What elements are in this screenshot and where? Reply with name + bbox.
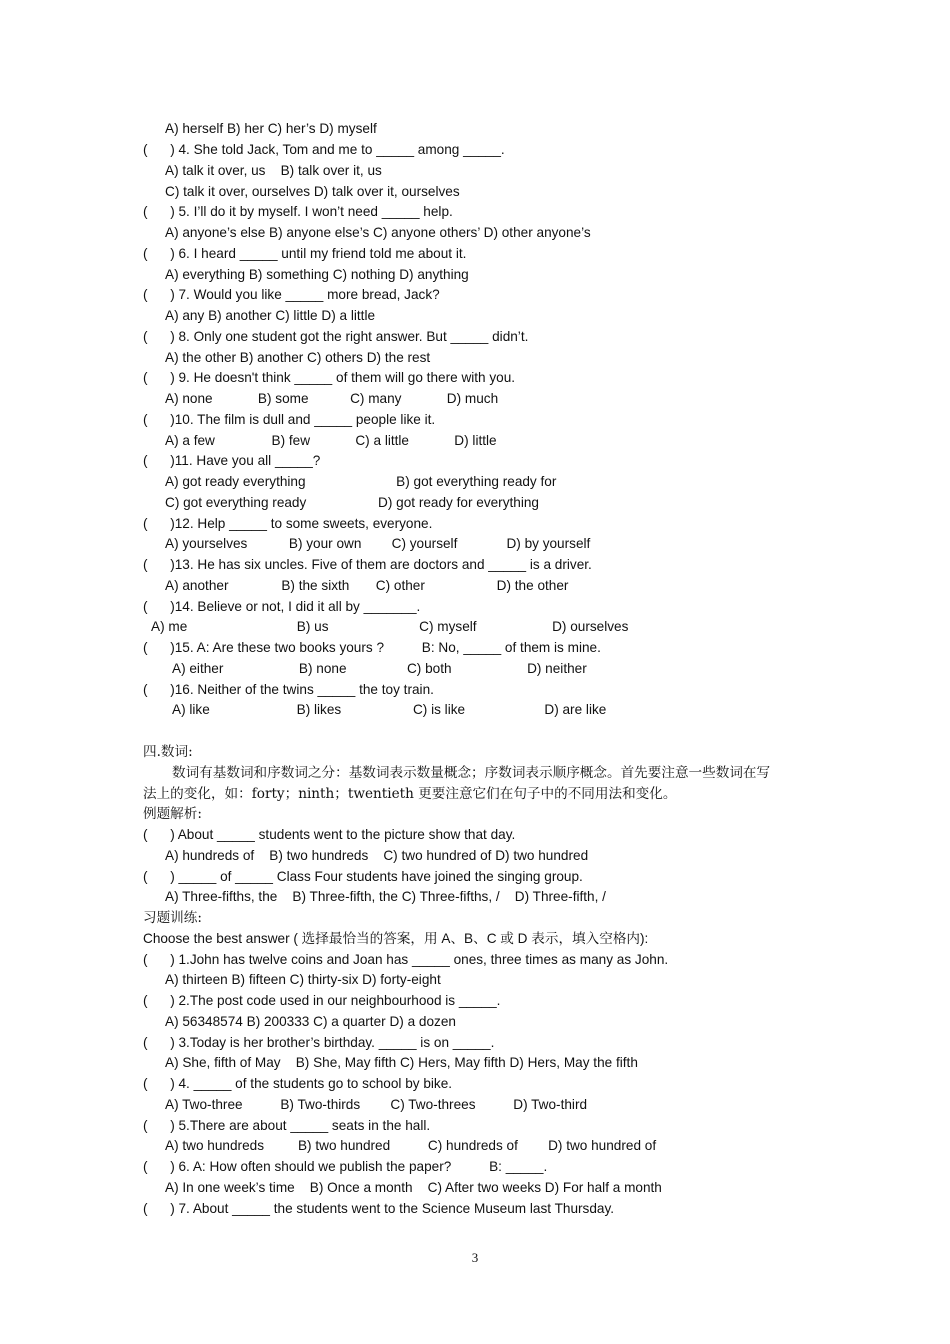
question-line: ( ) 1.John has twelve coins and Joan has _____ ones, three times as many as John. [143, 952, 669, 967]
question-line: ( )16. Neither of the twins _____ the toy train. [143, 682, 434, 697]
question-line: ( ) 7. Would you like _____ more bread, Jack? [143, 287, 440, 302]
section-heading: 四.数词: [143, 744, 193, 760]
text-line: A) anyone’s else B) anyone else’s C) anyone others’ D) other anyone’s [165, 225, 591, 240]
text-line: C) talk it over, ourselves D) talk over it, ourselves [165, 184, 460, 199]
text-line: A) talk it over, us B) talk over it, us [165, 163, 382, 178]
question-line: ( )13. He has six uncles. Five of them are doctors and _____ is a driver. [143, 557, 592, 572]
text-line: A) two hundreds B) two hundred C) hundreds of D) two hundred of [165, 1138, 657, 1153]
question-line: ( ) 7. About _____ the students went to the Science Museum last Thursday. [143, 1201, 615, 1216]
text-line: A) like B) likes C) is like D) are like [172, 702, 607, 717]
text-line: A) me B) us C) myself D) ourselves [151, 619, 629, 634]
text-line: A) yourselves B) your own C) yourself D) by yourself [165, 536, 591, 551]
text-line: A) She, fifth of May B) She, May fifth C) Hers, May fifth D) Hers, May the fifth [165, 1055, 638, 1070]
page-number: 3 [471, 1250, 479, 1265]
paragraph-line: 数词有基数词和序数词之分：基数词表示数量概念；序数词表示顺序概念。首先要注意一些数词在写 [172, 765, 771, 781]
paragraph-line: 法上的变化，如：forty；ninth；twentieth 更要注意它们在句子中的不同用法和变化。 [143, 786, 677, 802]
question-line: ( ) 6. A: How often should we publish the paper? B: _____. [143, 1159, 548, 1174]
question-line: ( )14. Believe or not, I did it all by _______. [143, 599, 421, 614]
text-line: A) another B) the sixth C) other D) the other [165, 578, 569, 593]
text-line: C) got everything ready D) got ready for everything [165, 495, 539, 510]
question-line: ( ) _____ of _____ Class Four students have joined the singing group. [143, 869, 583, 884]
text-line: A) everything B) something C) nothing D) anything [165, 267, 469, 282]
text-line: A) none B) some C) many D) much [165, 391, 499, 406]
text-line: A) Three-fifths, the B) Three-fifth, the C) Three-fifths, / D) Three-fifth, / [165, 889, 606, 904]
question-line: ( ) 2.The post code used in our neighbourhood is _____. [143, 993, 501, 1008]
question-line: ( ) 5.There are about _____ seats in the hall. [143, 1118, 431, 1133]
question-line: ( )10. The film is dull and _____ people like it. [143, 412, 436, 427]
instruction-line: Choose the best answer ( 选择最恰当的答案，用 A、B、C 或 D 表示，填入空格内): [143, 931, 649, 946]
question-line: ( ) 8. Only one student got the right answer. But _____ didn’t. [143, 329, 529, 344]
question-line: ( ) 5. I’ll do it by myself. I won’t need _____ help. [143, 204, 453, 219]
text-line: A) either B) none C) both D) neither [172, 661, 587, 676]
question-line: ( ) 3.Today is her brother’s birthday. _____ is on _____. [143, 1035, 495, 1050]
question-line: ( ) About _____ students went to the picture show that day. [143, 827, 516, 842]
text-line: A) Two-three B) Two-thirds C) Two-threes D) Two-third [165, 1097, 588, 1112]
text-line: A) any B) another C) little D) a little [165, 308, 376, 323]
question-line: ( )15. A: Are these two books yours ? B: No, _____ of them is mine. [143, 640, 601, 655]
text-line: A) hundreds of B) two hundreds C) two hundred of D) two hundred [165, 848, 589, 863]
text-line: A) In one week’s time B) Once a month C) After two weeks D) For half a month [165, 1180, 662, 1195]
text-line: A) thirteen B) fifteen C) thirty-six D) forty-eight [165, 972, 441, 987]
question-line: ( ) 6. I heard _____ until my friend told me about it. [143, 246, 467, 261]
question-line: ( ) 4. She told Jack, Tom and me to _____ among _____. [143, 142, 505, 157]
question-line: ( ) 4. _____ of the students go to school by bike. [143, 1076, 453, 1091]
question-line: ( )11. Have you all _____? [143, 453, 321, 468]
text-line: A) herself B) her C) her’s D) myself [165, 121, 377, 136]
text-line: A) got ready everything B) got everything ready for [165, 474, 557, 489]
text-line: A) 56348574 B) 200333 C) a quarter D) a dozen [165, 1014, 456, 1029]
question-line: ( )12. Help _____ to some sweets, everyone. [143, 516, 433, 531]
question-line: ( ) 9. He doesn't think _____ of them will go there with you. [143, 370, 516, 385]
text-line: A) the other B) another C) others D) the rest [165, 350, 431, 365]
subheading: 习题训练: [143, 910, 202, 926]
text-line: A) a few B) few C) a little D) little [165, 433, 497, 448]
subheading: 例题解析: [143, 806, 202, 822]
